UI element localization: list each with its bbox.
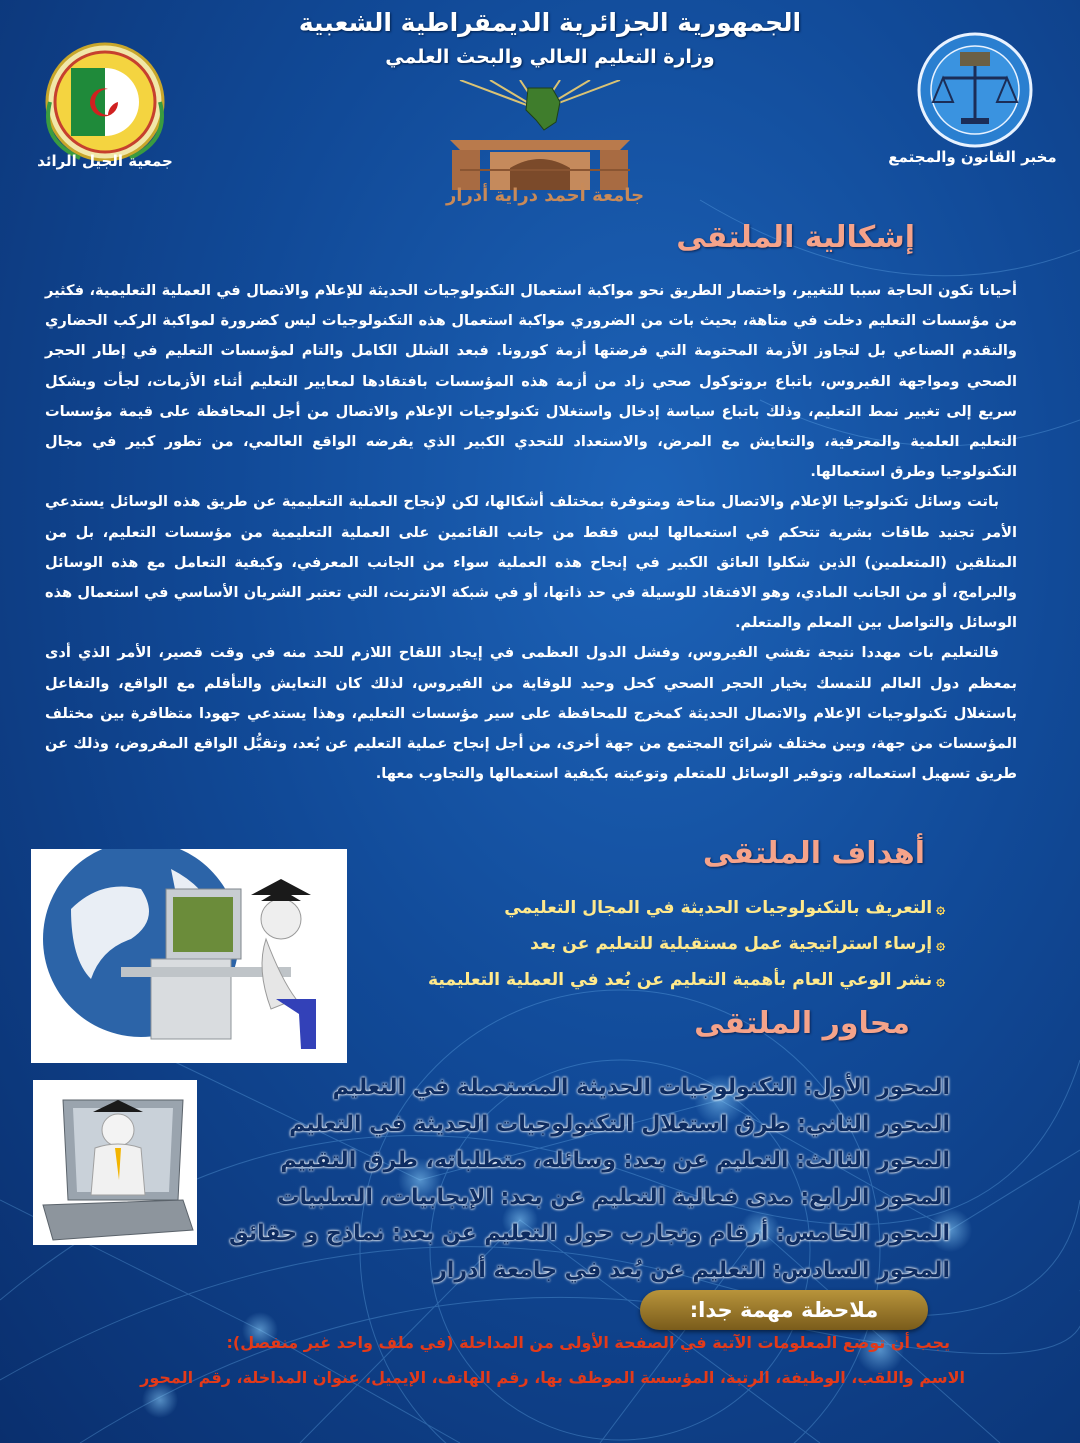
goals-title: أهداف الملتقى — [702, 836, 925, 871]
list-item: المحور الرابع: مدى فعالية التعليم عن بعد: الإيجابيات، السلبيات — [277, 1184, 950, 1210]
axes-title: محاور الملتقى — [694, 1006, 910, 1041]
goal-text: إرساء استراتيجية عمل مستقبلية للتعليم عن بعد — [530, 934, 933, 954]
problem-paragraph-1: أحيانا تكون الحاجة سببا للتغيير، واختصار الطريق نحو مواكبة استعمال التكنولوجيات الحديثة للإعلام والاتصال في العملية التعليمية، فكثير من مؤسسات التعليم دخلت في متاهة، بحيث بات من الضروري مواكبة استعمال هذه التكنولوجيات ليس كضرورة لمواكبة الركب الحضاري والتقدم الصناعي بل لتجاوز الأزمة المحتومة التي فرضتها أزمة كورونا. فبعد الشلل الكامل والتام لمؤسسات التعليم في إطار الحجر الصحي ومواجهة الفيروس، باتباع بروتوكول صحي زاد من أزمة هذه المؤسسات بافتقادها لمعايير التعليم أثناء الأزمات، لجأت وبشكل سريع إلى تغيير نمط التعليم، وذلك باتباع سياسة إدخال واستغلال تكنولوجيات الإعلام والاتصال من أجل المحافظة على قيمة مؤسسات التعليم العلمية والمعرفية، والتعايش مع المرض، والاستعداد للتحدي الكبير الذي يفرضه الواقع العالمي، من تطور كبير في مجال التكنولوجيا وطرق استعمالها. — [45, 282, 1017, 481]
university-logo — [440, 80, 640, 190]
list-item — [370, 890, 945, 926]
problem-paragraph-3: فالتعليم بات مهددا نتيجة تفشي الفيروس، وفشل الدول العظمى في إيجاد اللقاح اللازم للحد منه في وقت قصير، الأمر الذي أدى بمعظم دول العالم للتمسك بخيار الحجر الصحي كحل وحيد للوقاية من الفيروس، لذلك كان التعايش والتأقلم مع الواقع، والتفاعل باستغلال تكنولوجيات الإعلام والاتصال الحديثة كمخرج للمحافظة على سير مؤسسات التعليم، وهذا يستدعي جهودا متظافرة بين مختلف المؤسسات من جهة، وبين مختلف شرائح المجتمع من جهة أخرى، من أجل إنجاح عملية التعليم عن بُعد، وتقبُّل الواقع المفروض، وذلك عن طريق تسهيل استعماله، وتوفير الوسائل للمتعلم وتوعيته بكيفية استعمالها والتجاوب معها. — [45, 644, 1017, 783]
law-lab-logo — [905, 30, 1045, 150]
important-note-label: ملاحظة مهمة جدا: — [640, 1290, 928, 1330]
list-item: المحور الأول: التكنولوجيات الحديثة المستعملة في التعليم — [332, 1075, 950, 1100]
republic-title: الجمهورية الجزائرية الديمقراطية الشعبية — [298, 8, 802, 37]
elearning-globe-image — [31, 849, 347, 1063]
list-item: المحور الخامس: أرقام وتجارب حول التعليم عن بعد: نماذج و حقائق — [228, 1221, 950, 1246]
axes-list — [190, 1070, 950, 1289]
list-item: المحور الثالث: التعليم عن بعد: وسائله، متطلباته، طرق التقييم — [280, 1148, 950, 1173]
list-item — [370, 926, 945, 962]
list-item: المحور الثاني: طرق استغلال التكنولوجيات الحديثة في التعليم — [289, 1111, 950, 1137]
note-instruction: يجب أن توضع المعلومات الآتية في الصفحة الأولى من المداخلة (في ملف واحد غير منفصل): — [226, 1333, 950, 1352]
university-caption: جامعة أحمد دراية أدرار — [445, 185, 645, 206]
list-item: المحور السادس: التعليم عن بُعد في جامعة أدرار — [434, 1257, 950, 1283]
bullet-icon: ۞ — [936, 899, 945, 917]
goal-text: التعريف بالتكنولوجيات الحديثة في المجال التعليمي — [504, 898, 933, 918]
bullet-icon: ۞ — [936, 935, 945, 953]
note-required-fields: الاسم واللقب، الوظيفة، الرتبة، المؤسسة الموظف بها، رقم الهاتف، الإيميل، عنوان المداخلة، رقم المحور — [140, 1368, 965, 1387]
bullet-icon: ۞ — [936, 971, 945, 989]
problem-title: إشكالية الملتقى — [676, 220, 915, 255]
list-item — [370, 962, 945, 998]
association-caption: جمعية الجيل الرائد — [37, 152, 173, 170]
ministry-title: وزارة التعليم العالي والبحث العلمي — [385, 46, 715, 68]
problem-body — [45, 276, 1017, 789]
goal-text: نشر الوعي العام بأهمية التعليم عن بُعد في العملية التعليمية — [427, 970, 933, 990]
graduate-laptop-image — [33, 1080, 197, 1245]
law-lab-caption: مخبر القانون والمجتمع — [888, 148, 1057, 166]
problem-paragraph-2: باتت وسائل تكنولوجيا الإعلام والاتصال متاحة ومتوفرة بمختلف أشكالها، لكن لإنجاح العملية التعليمية عن طريق هذه الوسائل يستدعي الأمر تجنيد طاقات بشرية تتحكم في استعمالها ليس فقط من جانب القائمين على العملية التعليمية من مؤسسات التعليم، بل من المتلقين (المتعلمين) الذين شكلوا العائق الكبير في إنجاح هذه العملية سواء من الجانب المعرفي، وكيفية التعامل مع هذه الوسائل والبرامج، أو من الجانب المادي، وهو الافتقاد للوسيلة في حد ذاتها، أو في شبكة الانترنت، التي تعتبر الشريان الأساسي في استعمال هذه الوسائل والتواصل بين المعلم والمتعلم. — [45, 493, 1017, 632]
goals-list — [370, 890, 945, 998]
